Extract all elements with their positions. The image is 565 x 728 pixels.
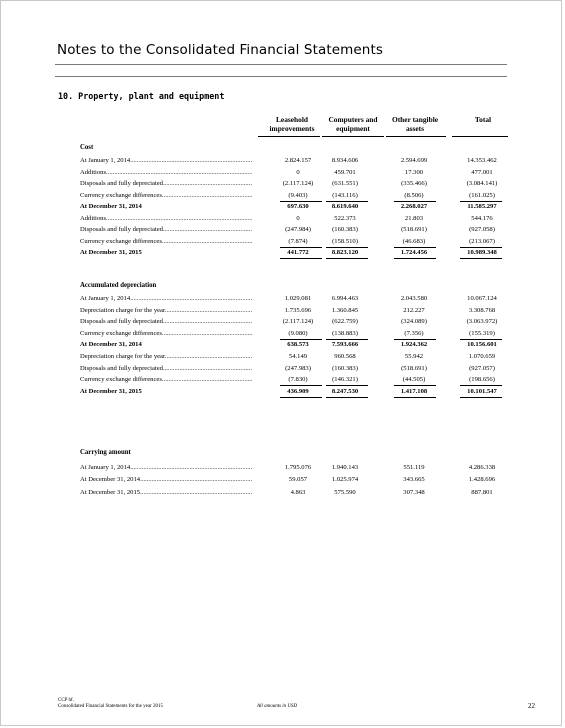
- cell-value: 436.909: [287, 387, 309, 395]
- subtotal-underline: [460, 201, 502, 202]
- cell-value: 2.268.027: [400, 203, 428, 210]
- cell-value: 212.227: [403, 306, 425, 314]
- cell-value: 2.043.580: [400, 295, 428, 302]
- cell-value: (158.510): [332, 237, 358, 245]
- subtotal-underline: [394, 385, 436, 386]
- cell-value: 1.940.143: [331, 464, 359, 471]
- row-label: At December 31, 2014 .....: [80, 476, 252, 483]
- cell-value: 10.101.547: [467, 387, 497, 395]
- cell-value: (9.403): [288, 191, 308, 199]
- column-header-underline: [452, 136, 508, 137]
- cell-value: (7.830): [288, 376, 308, 384]
- table-row: [0, 464, 565, 474]
- cell-value: 1.428.696: [468, 476, 496, 484]
- subtotal-underline: [280, 258, 322, 259]
- row-label: At December 31, 2015 .....: [80, 489, 252, 496]
- table-row: [0, 365, 565, 375]
- subtotal-underline: [460, 339, 502, 340]
- cell-value: (213.067): [469, 237, 495, 245]
- subtotal-underline: [326, 397, 368, 398]
- cell-value: (146.321): [332, 376, 358, 384]
- row-label: At December 31, 2014: [80, 341, 142, 349]
- subtotal-underline: [280, 201, 322, 202]
- cell-value: (138.883): [332, 329, 358, 337]
- table-row: [0, 203, 565, 213]
- cell-value: 638.573: [287, 341, 309, 349]
- table-row: [0, 226, 565, 236]
- cell-value: 6.994.463: [331, 295, 359, 302]
- subtotal-underline: [394, 201, 436, 202]
- table-row: [0, 215, 565, 225]
- table-row: [0, 307, 565, 317]
- cell-value: (518.691): [401, 364, 427, 372]
- row-label: At December 31, 2014: [80, 203, 142, 210]
- row-label: Disposals and fully depreciated .....: [80, 180, 252, 187]
- cell-value: (247.983): [285, 364, 311, 372]
- row-label: At December 31, 2015: [80, 249, 142, 256]
- subtotal-underline: [280, 385, 322, 386]
- cell-value: 522.373: [334, 214, 356, 222]
- subtotal-underline: [280, 397, 322, 398]
- cell-value: 477.001: [471, 168, 493, 176]
- cell-value: 59.057: [288, 476, 308, 484]
- cell-value: (7.874): [288, 237, 308, 245]
- subtotal-underline: [460, 385, 502, 386]
- cell-value: (8.506): [404, 191, 424, 199]
- cell-value: (7.356): [404, 329, 424, 337]
- subtotal-underline: [460, 247, 502, 248]
- cell-value: (3.063.972): [466, 318, 498, 326]
- cell-value: 459.701: [334, 168, 356, 176]
- table-row: [0, 169, 565, 179]
- title-divider-lower: [55, 76, 507, 77]
- cell-value: 7.593.666: [331, 341, 359, 349]
- cell-value: 1.029.081: [284, 295, 312, 302]
- footer-company: CCP hf. Consolidated Financial Statements for the year 2015: [58, 698, 163, 709]
- page-number: 22: [528, 702, 535, 710]
- row-label: Additions .....: [80, 215, 252, 222]
- cell-value: 343.665: [403, 476, 425, 484]
- row-label: Currency exchange differences .....: [80, 192, 252, 199]
- row-label: Depreciation charge for the year .....: [80, 307, 252, 314]
- cell-value: 575.590: [334, 488, 356, 496]
- cell-value: 0: [296, 168, 300, 176]
- cell-value: 1.360.845: [331, 306, 359, 314]
- cell-value: 3.308.768: [468, 306, 496, 314]
- row-label: Disposals and fully depreciated .....: [80, 365, 252, 372]
- row-label: Currency exchange differences .....: [80, 376, 252, 383]
- cell-value: 697.630: [287, 203, 309, 210]
- table-row: [0, 476, 565, 486]
- cell-value: (324.089): [401, 318, 427, 326]
- subtotal-underline: [394, 339, 436, 340]
- cell-value: 551.119: [403, 464, 425, 471]
- cell-value: 8.247.530: [331, 387, 359, 395]
- cell-value: (622.759): [332, 318, 358, 326]
- cell-value: 10.156.601: [467, 341, 497, 349]
- cell-value: 54.149: [288, 353, 308, 360]
- cell-value: 55.942: [404, 353, 424, 360]
- table-row: [0, 341, 565, 351]
- table-row: [0, 318, 565, 328]
- cell-value: 17.300: [404, 168, 424, 176]
- column-header-underline: [258, 136, 320, 137]
- column-header-underline: [386, 136, 446, 137]
- cell-value: (160.383): [332, 226, 358, 233]
- table-row: [0, 353, 565, 363]
- cell-value: 1.070.659: [468, 353, 496, 360]
- row-label: Additions .....: [80, 169, 252, 176]
- cell-value: 8.934.606: [331, 157, 359, 164]
- cell-value: 21.803: [404, 214, 424, 222]
- row-label: Disposals and fully depreciated .....: [80, 318, 252, 325]
- column-header-total: Total: [474, 115, 492, 124]
- page-title: Notes to the Consolidated Financial Statements: [57, 42, 383, 58]
- cell-value: (3.084.141): [466, 180, 498, 187]
- cell-value: 10.989.348: [467, 249, 497, 256]
- column-header-computers: Computers and equipment: [328, 115, 378, 133]
- cell-value: (518.691): [401, 226, 427, 233]
- cell-value: 441.772: [287, 249, 309, 256]
- cell-value: 887.801: [471, 488, 493, 496]
- column-header-other-assets: Other tangible assets: [391, 115, 439, 133]
- cell-value: (2.117.124): [282, 180, 314, 187]
- cell-value: (160.383): [332, 364, 358, 372]
- cell-value: 11.585.297: [467, 203, 497, 210]
- cell-value: (198.656): [469, 376, 495, 384]
- cell-value: (44.505): [402, 376, 426, 384]
- row-label: At December 31, 2015: [80, 387, 142, 395]
- subtotal-underline: [394, 258, 436, 259]
- row-label: At January 1, 2014 .....: [80, 295, 252, 302]
- subtotal-underline: [280, 339, 322, 340]
- carrying-heading: Carrying amount: [80, 449, 131, 456]
- cell-value: (927.057): [469, 364, 495, 372]
- row-label: Currency exchange differences .....: [80, 330, 252, 337]
- cell-value: 8.823.120: [331, 249, 359, 256]
- cell-value: 1.025.974: [331, 476, 359, 484]
- subtotal-underline: [460, 397, 502, 398]
- cell-value: 1.924.362: [400, 341, 428, 349]
- cell-value: 0: [296, 214, 300, 222]
- row-label: Currency exchange differences .....: [80, 238, 252, 245]
- cell-value: (335.466): [401, 180, 427, 187]
- cell-value: 1.795.076: [284, 464, 312, 471]
- cell-value: 4.286.338: [468, 464, 496, 471]
- column-header-underline: [322, 136, 384, 137]
- cell-value: 2.824.157: [284, 157, 312, 164]
- cell-value: (247.984): [285, 226, 311, 233]
- section-title: 10. Property, plant and equipment: [58, 91, 225, 101]
- subtotal-underline: [326, 258, 368, 259]
- row-label: At January 1, 2014 .....: [80, 157, 252, 164]
- cell-value: 307.348: [403, 488, 425, 496]
- cell-value: (155.319): [469, 329, 495, 337]
- cell-value: 1.735.696: [284, 306, 312, 314]
- cell-value: 2.594.699: [400, 157, 428, 164]
- subtotal-underline: [326, 247, 368, 248]
- subtotal-underline: [394, 397, 436, 398]
- table-row: [0, 489, 565, 499]
- table-row: [0, 295, 565, 305]
- subtotal-underline: [280, 247, 322, 248]
- cell-value: 544.176: [471, 214, 493, 222]
- cell-value: 14.353.462: [467, 157, 497, 164]
- cell-value: (927.058): [469, 226, 495, 233]
- cost-heading: Cost: [80, 144, 94, 151]
- table-row: [0, 180, 565, 190]
- cell-value: 4.863: [290, 488, 306, 496]
- column-header-leasehold: Leasehold improvements: [269, 115, 315, 133]
- row-label: Disposals and fully depreciated .....: [80, 226, 252, 233]
- row-label: Depreciation charge for the year .....: [80, 353, 252, 360]
- cell-value: 1.417.108: [400, 387, 428, 395]
- cell-value: 1.724.456: [400, 249, 428, 256]
- cell-value: (631.551): [332, 180, 358, 187]
- cell-value: (161.025): [469, 191, 495, 199]
- footer-currency-note: All amounts in USD: [257, 704, 298, 709]
- subtotal-underline: [326, 201, 368, 202]
- cell-value: (143.116): [332, 191, 358, 199]
- cell-value: (9.080): [288, 329, 308, 337]
- title-divider: [55, 64, 507, 65]
- cell-value: (2.117.124): [282, 318, 314, 326]
- table-row: [0, 157, 565, 167]
- subtotal-underline: [326, 385, 368, 386]
- row-label: At January 1, 2014 .....: [80, 464, 252, 471]
- subtotal-underline: [326, 339, 368, 340]
- subtotal-underline: [460, 258, 502, 259]
- cell-value: 8.619.640: [331, 203, 359, 210]
- subtotal-underline: [394, 247, 436, 248]
- depreciation-heading: Accumulated depreciation: [80, 282, 157, 289]
- cell-value: (46.683): [402, 237, 426, 245]
- cell-value: 10.067.124: [467, 295, 497, 302]
- cell-value: 960.568: [334, 353, 356, 360]
